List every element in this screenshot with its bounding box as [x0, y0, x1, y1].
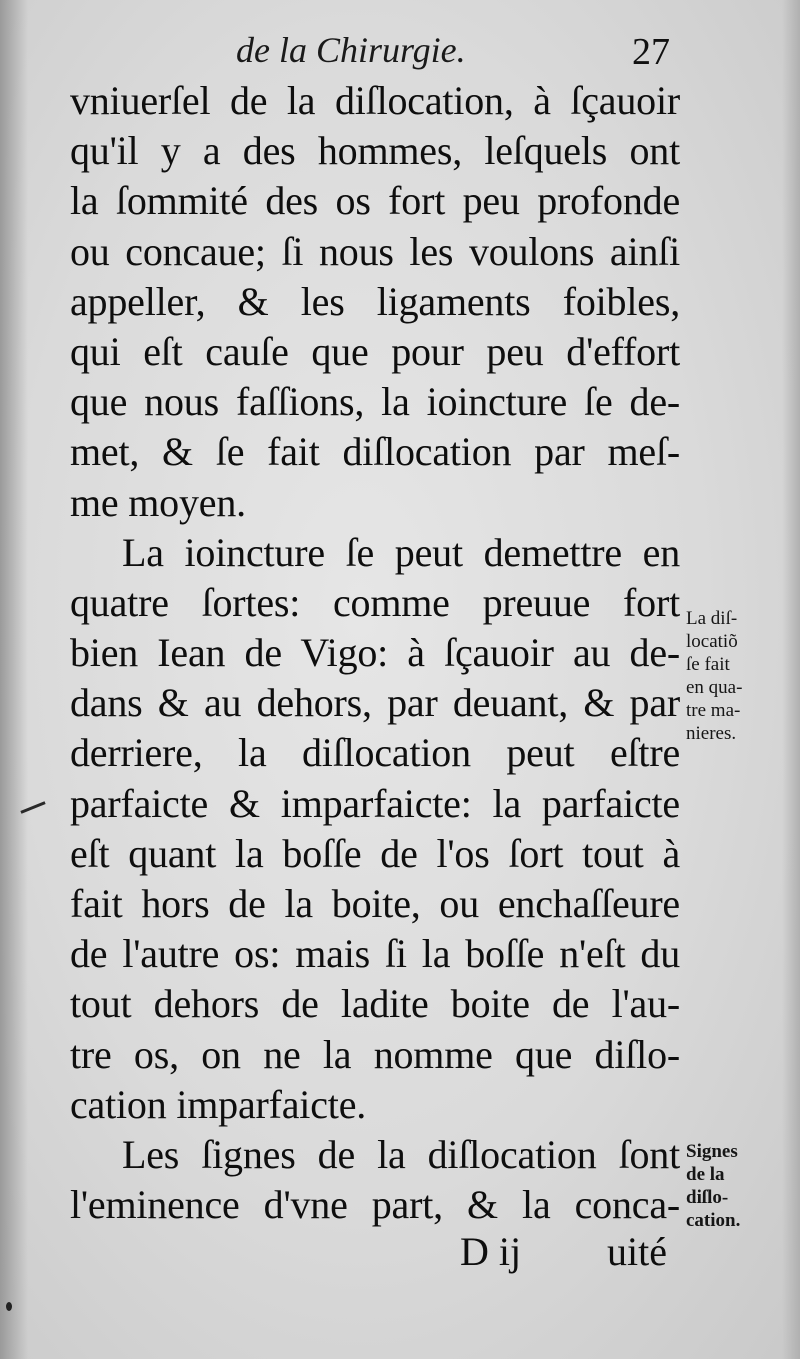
margin-note-line: nieres.	[686, 723, 737, 744]
text-line: qui eſt cauſe que pour peu d'effort	[70, 328, 680, 374]
margin-note-line: La diſ-	[686, 608, 738, 629]
text-line: appeller, & les ligaments foibles,	[70, 278, 680, 324]
margin-note-line: ſe fait	[686, 654, 730, 675]
signature-mark: D ij	[460, 1229, 522, 1274]
text-line: parfaicte & imparfaicte: la parfaicte	[70, 780, 680, 826]
margin-note-line: en qua-	[686, 677, 743, 698]
text-line: quatre ſortes: comme preuue fort	[70, 579, 680, 625]
text-line: cation imparfaicte.	[70, 1081, 367, 1127]
margin-note-line: diſlo-	[686, 1187, 729, 1208]
margin-note-line: tre ma-	[686, 700, 741, 721]
text-line: vniuerſel de la diſlocation, à ſçauoir	[70, 78, 680, 123]
page-number: 27	[632, 31, 670, 73]
margin-note-line: locatiõ	[686, 631, 738, 652]
margin-note-signs	[686, 1140, 786, 1232]
text-line: de l'autre os: mais ſi la boſſe n'eſt du	[70, 931, 680, 977]
text-line: qu'il y a des hommes, leſquels ont	[70, 128, 680, 174]
body-text	[70, 76, 680, 1230]
text-line: la ſommité des os fort peu profonde	[70, 178, 680, 224]
text-line: l'eminence d'vne part, & la conca-	[70, 1182, 680, 1228]
catchword: uité	[607, 1229, 667, 1274]
text-line: eſt quant la boſſe de l'os ſort tout à	[70, 830, 680, 876]
text-line: ou concaue; ſi nous les voulons ainſi	[70, 228, 680, 274]
paragraph-start-line: Les ſignes de la diſlocation ſont	[122, 1131, 680, 1177]
gutter-shadow	[0, 0, 28, 1359]
text-line: que nous faſſions, la ioincture ſe de-	[70, 379, 680, 425]
margin-note-dislocation-types	[686, 607, 786, 745]
text-line: derriere, la diſlocation peut eſtre	[70, 730, 680, 776]
running-head: de la Chirurgie.	[236, 30, 466, 70]
text-line: fait hors de la boite, ou enchaſſeure	[70, 881, 680, 926]
text-line: bien Iean de Vigo: à ſçauoir au de-	[70, 630, 680, 676]
text-line: me moyen.	[70, 479, 246, 525]
text-line: dans & au dehors, par deuant, & par	[70, 680, 680, 726]
text-line: tout dehors de ladite boite de l'au-	[70, 981, 680, 1027]
margin-note-line: cation.	[686, 1210, 741, 1231]
text-line: tre os, on ne la nomme que diſlo-	[70, 1031, 680, 1077]
margin-note-line: Signes	[686, 1141, 738, 1162]
margin-note-line: de la	[686, 1164, 725, 1185]
text-line: met, & ſe fait diſlocation par meſ-	[70, 429, 680, 475]
ink-speck	[6, 1302, 12, 1311]
paragraph-start-line: La ioincture ſe peut demettre en	[122, 529, 680, 575]
page-header	[0, 28, 800, 80]
